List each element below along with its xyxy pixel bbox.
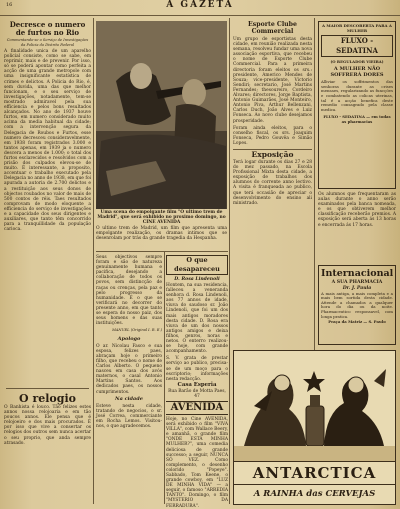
article-subhead: Commentando-se o Serviço de Investigações da Policia do Distrito Federal — [6, 38, 89, 47]
ad-subtitle: (O REGULADOR VIEIRA) — [330, 59, 384, 65]
article-body: Seus objectivos sempre foram e são de natureza genuinamente humana e pacifica, desejando a collaboração de todos os povos, sem distincção de raças ou crenças, pela paz e pelo progresso da humanidade. É o que se verificará no decorrer do presente anno, em que tanto se espera do nosso paiz, dos seus homens e das suas instituições. — [96, 255, 162, 327]
article-subhead: D. Rosa Lindenoli — [174, 277, 220, 282]
column-rule — [164, 252, 165, 504]
ad-antarctica — [233, 350, 396, 505]
page-number: 16 — [6, 2, 13, 8]
ad-brand: ANTARCTICA — [234, 461, 395, 485]
article-headline: Esporte Clube Commercial — [248, 21, 297, 35]
photo-caption-block — [96, 210, 227, 250]
section-title-exposicao: Exposição — [233, 149, 312, 160]
masthead — [0, 0, 400, 16]
section-body-cidade: Esteve nesta cidade, tratando de negocios, o sr. José Correa, commerciante em Rocha Lemos. Visitou-nos, o que agradecemos. — [96, 403, 162, 430]
section-title-cidade: Na cidade — [115, 395, 143, 402]
article-furtos — [4, 21, 91, 386]
ad-owner: Dr. J. Paula — [342, 285, 372, 291]
film-scene-image — [96, 21, 227, 209]
masthead-title: A GAZETA — [166, 0, 234, 10]
column-4-text — [318, 192, 396, 262]
photo-caption: Uma scena do empolgante film "O ultimo trem de Madrid", que será exhibido no proximo domingo, no CINE AVENIDA — [97, 210, 226, 226]
shop-name: Casa Esperia — [177, 381, 217, 388]
article-body: Os alumnos que frequentaram as aulas durante o anno serão examinados pela banca nomeada, e os que obtiverem melhor classificação receberão premios. A exposição será aberta ás 13 horas e encerrada ás 17 horas. — [318, 192, 396, 228]
shop-address: Rua Barão de Motta Paes, 47 — [168, 388, 226, 399]
ad-address: Praça da Matriz — S. Paulo — [328, 319, 386, 325]
column-2-right — [166, 255, 228, 509]
section-rule — [96, 251, 228, 252]
column-2-left — [96, 255, 162, 505]
ad-body: Alliviar os soffrimentos das senhoras durante as crises mensaes, regularizando as funcções e combatendo as colicas uterinas, tal é a acção benefica deste remedio consagrado pela classe medica. — [321, 79, 393, 112]
article-signature: MANUEL (Original I. R. E.) — [112, 328, 162, 333]
ad-internacional — [318, 265, 396, 345]
column-rule — [93, 18, 94, 504]
column-rule — [229, 18, 230, 504]
avenida-title: AVENIDA — [166, 401, 228, 415]
article-relogio — [4, 392, 91, 505]
article-body: Hontem, na sua residencia, falleceu a veneranda senhora d. Rosa Lindenoli, aos 77 annos de idade, viuva do saudoso sr. João Lindenoli, que foi um dos mais antigos moradores desta cidade. D. Rosa era viuva de um dos nossos antigos amigos e deixa filhos, genros, noras e netos. O enterro realizou-se hoje, com grande acompanhamento. — [166, 283, 228, 355]
ad-brand: FLUXO - SEDATINA — [321, 35, 393, 57]
section-title-apologo: Apologo — [117, 335, 141, 342]
film-photo — [96, 21, 227, 209]
ad-footer: FLUXO - SEDATINA — em todas as pharmacias — [323, 114, 391, 125]
article-body: Um grupo de esportistas desta cidade, em reunião realizada nesta semana, resolveu fundar uma nova associação esportiva, que recebeu o nome de Esporte Clube Commercial. Para a primeira directoria foram eleitos os srs.: presidente, Americo Mendes de Souza; vice-presidente, Victorio Sendiri; secretario, José Martins Fernandes; thesoureiro, Cordeiro Alvares; directores, Jorge Baptista, Antonio Guimarães, José Monteiro, Antonio Piva, Arthur Bellenzani, Carlos Duch, João Alves e Luiz Fonseca. Ao novo clube desejamos prosperidade. — [233, 37, 312, 124]
ad-top-text: A MAIOR DESCOBERTA PARA A MULHER — [322, 23, 392, 33]
article-headline: O relogio — [19, 392, 76, 405]
article-body: A finalidade unica de um aparelho policial consiste, como se sabe, em reprimir, mais e de prevenir. Por isso, só se poderá apontar como perfeita a acção de uma grande metropole com uma insignificante estatística de crimes e delictos. A Policia do Rio, é, sem duvida, uma das que melhor funcionam, e o seu serviço de investigações, notadamente, tem-se mostrado admiravel pela sua efficiencia e pelos bons resultados alcançados. No ano de 1937 houve furtos, em numero considerado muito acima da media habitual da cidade; com a intervenção segura da Delegacia de Roubos e Furtos, esse numero decresceu consideravelmente, em 1938 foram registrados 3.000 e tantos apenas, em 1939 ja o numero descera a menos de 1.000; o total dos furtos esclarecidos e resolvidos com a prisão dos culpados elevou-se de muito. É interessante, a proposito, accentuar o trabalho executado pela Delegacia no anno de 1938, em que foi apurada a autoria de 2.700 delictos e a restituição aos seus donos de objectos roubados no valor de mais de 500 contos de réis. Taes resultados comprovam de modo eloquente a efficiencia do serviço de investigações e a capacidade dos seus dirigentes e auxiliares, que tanto têm concorrido para a tranquillidade da população carioca. — [4, 49, 91, 233]
ad-brand: Internacional — [321, 268, 394, 279]
section-body-apologo: O ar. Nicolau Fasco e sua esposa, felizes paes, abraçam hoje o primeiro filho, que recebeu o nome de Carlos Alberto. O pequeno nasceu em casa dos avós maternos, o casal Antonio Martins Santos. Aos dedicados paes, os nossos cumprimentos. — [96, 343, 162, 395]
article-headline: O que desapareceu — [166, 255, 228, 275]
photo-text: O ultimo trem de Madrid, um film que apresenta uma empolgante realização, os dramas intimos que se desenrolam por trás da grande tragedia da Hespanha. — [96, 226, 227, 242]
ad-subtitle: A SUA PHARMACIA — [331, 280, 383, 285]
notice-text: S. V. grata de prestar serviço ao publico, precisa-se de um moço para o escriptorio; informações nesta redacção. — [166, 356, 228, 382]
article-headline: Decresce o numero de furtos no Rio — [9, 20, 86, 37]
section-body-exposicao: Terá logar durante os dias 27 e 28 do mez passado, na Escola Profissional Mixta desta cidade, a exposição de trabalhos dos alumnos do corrente anno lectivo. A visita é franqueada ao publico, que terá occasião de apreciar o desenvolvimento do ensino ali ministrado. — [233, 159, 312, 206]
ad-body: A mais antiga, a mais completa e a mais bem sortida desta cidade. Attende a chamados a qualquer hora do dia ou da noite. Pharmaceutico responsavel, com longa pratica. — [321, 290, 393, 319]
section-rule — [6, 388, 89, 389]
ad-slogan: A MULHER NÃO SOFFRERÁ DORES — [330, 66, 384, 79]
ad-fluxo-sedatina — [318, 21, 396, 189]
antarctica-illustration — [234, 351, 395, 461]
article-body: O Banhista é louco. Tão felizes estes annos nossa relojoaria e em tão poucos annos. Ele pensa que é relojoeiro e dos mais procurados. É por isso que vive a consertar os relogios dos outros sem nunca acertar o seu proprio, que anda sempre atrasado. — [4, 405, 91, 446]
article-subbody: Foram ainda eleitos, para o conselho fiscal, os srs. Joaquim Fonseca, Pedro Gouvêa e Simão Lopes. — [233, 125, 312, 146]
avenida-body: Hoje, no Cine AVENIDA, será exhibido o film "VIVA VILLA", com Wallace Beery, e amanhã, o grande film "ONDE ESTÁ MINHA MULHER?", uma comedia deliciosa de grande successo; a seguir, NUNCA SÓ VEZ. Como complemento, o desenho colorido "Popeye". Sabbado, Tom Keene, o grande cowboy, em "LUZ DE MINHA VIDA" — a seguir, o famoso "ARREDIA TANTO". Domingo, o film "MYSTERIO DA FERRADURA". — [166, 416, 228, 509]
ad-slogan: A RAINHA das CERVEJAS — [253, 489, 376, 499]
